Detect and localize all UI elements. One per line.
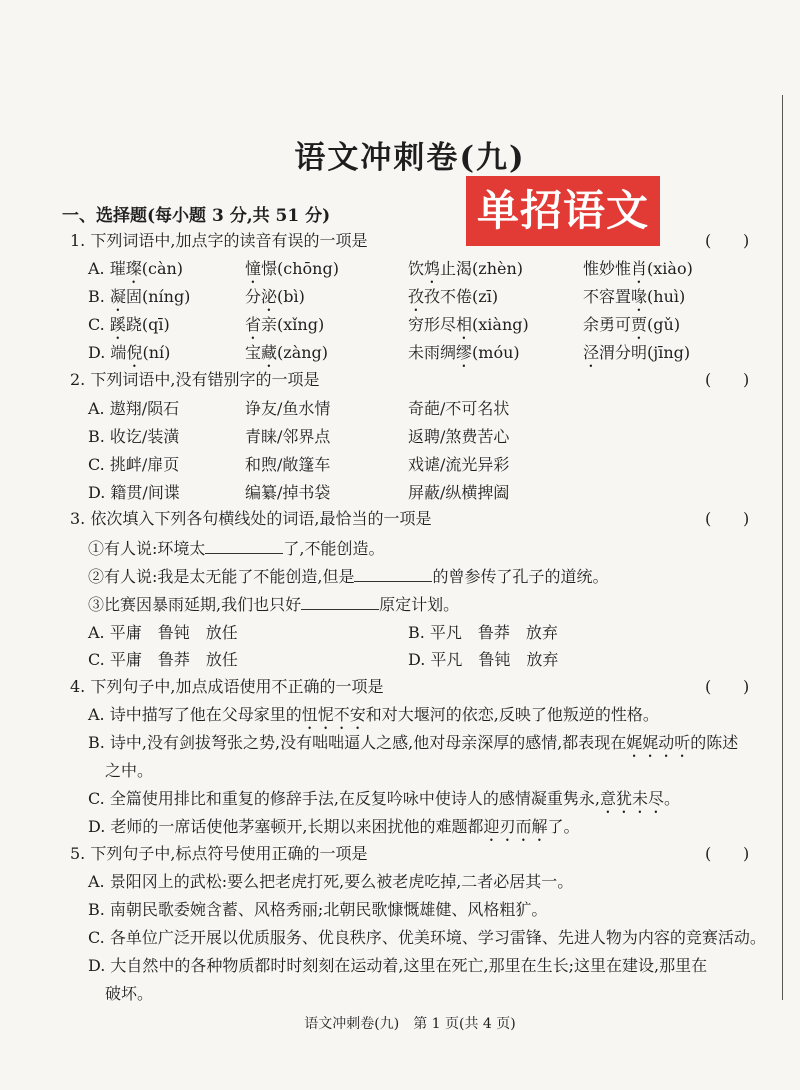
option-item [583, 287, 685, 315]
emphasized-char: 贾 [631, 315, 648, 334]
sentence-s1 [88, 539, 385, 559]
question-2-stem: 2. 下列词语中,没有错别字的一项是 [70, 370, 320, 389]
option-item [583, 343, 690, 371]
text: 。 [664, 789, 681, 808]
option-d: D. 大自然中的各种物质都时时刻刻在运动着,这里在死亡,那里在生长;这里在建设,那里在 [88, 956, 708, 975]
option-item [88, 343, 170, 371]
option-item [88, 259, 183, 287]
text: ②有人说:我是太无能了不能创造,但是 [88, 567, 355, 586]
emphasized-text: 迎刃而解 [483, 817, 548, 836]
pinyin: (xiào) [647, 259, 693, 278]
emphasized-char: 藏 [261, 343, 278, 362]
pinyin: (càn) [141, 259, 184, 278]
pinyin: (jīng) [647, 343, 691, 362]
answer-paren-open: ( [705, 231, 712, 250]
option-item: 编纂/掉书袋 [245, 483, 331, 502]
emphasized-char: 缪 [456, 343, 473, 362]
option-item: 诤友/鱼水情 [245, 399, 331, 418]
option-d: D. 平凡 鲁钝 放弃 [408, 650, 559, 669]
emphasized-char: 省 [245, 315, 262, 334]
text: 渭分明 [599, 343, 648, 362]
answer-paren-close: ) [743, 509, 750, 528]
option-item [408, 287, 498, 315]
text: D. 端 [88, 343, 127, 362]
text: A. 诗中描写了他在父母家里的 [88, 705, 302, 724]
answer-paren-close: ) [743, 231, 750, 250]
emphasized-char: 孜 [408, 287, 425, 306]
text: 亲 [261, 315, 278, 334]
option-a [88, 705, 659, 733]
option-b [88, 733, 738, 761]
margin-line [782, 95, 783, 1000]
emphasized-char: 凝 [109, 287, 126, 306]
emphasized-char: 泌 [261, 287, 278, 306]
fill-blank [301, 595, 379, 610]
option-item: D. 籍贯/间谍 [88, 483, 180, 502]
page-title: 语文冲刺卷(九) [294, 140, 526, 176]
option-a: A. 平庸 鲁钝 放任 [88, 623, 238, 642]
emphasized-char: 憧 [245, 259, 262, 278]
option-item [408, 343, 520, 371]
question-1-stem: 1. 下列词语中,加点字的读音有误的一项是 [70, 231, 368, 250]
option-c: C. 各单位广泛开展以优质服务、优良秩序、优美环境、学习雷锋、先进人物为内容的竞赛活动。 [88, 928, 766, 947]
pinyin: (ní) [142, 343, 171, 362]
answer-paren-close: ) [743, 677, 750, 696]
emphasized-char: 泾 [583, 343, 600, 362]
option-item: 返聘/煞费苦心 [408, 427, 510, 446]
fill-blank [205, 539, 283, 554]
question-3-stem: 3. 依次填入下列各句横线处的词语,最恰当的一项是 [70, 509, 432, 528]
pinyin: (xǐng) [277, 315, 325, 334]
text: ①有人说:环境太 [88, 539, 206, 558]
pinyin: (gǔ) [647, 315, 681, 334]
emphasized-char: 喙 [631, 287, 648, 306]
pinyin: (níng) [141, 287, 191, 306]
text: B. 诗中,没有剑拔弩张之势,没有咄咄逼人之感,他对母亲深厚的感情,都表现在 [88, 733, 627, 752]
text: B. [88, 287, 110, 306]
option-item: 戏谑/流光异彩 [408, 455, 510, 474]
option-item [245, 315, 324, 343]
watermark-logo: 单招语文 [466, 176, 660, 246]
text: 未雨绸 [408, 343, 457, 362]
text: 的陈述 [690, 733, 739, 752]
text: 了。 [547, 817, 580, 836]
pinyin: (huì) [647, 287, 686, 306]
option-b: B. 平凡 鲁莽 放弃 [408, 623, 558, 642]
option-item [583, 315, 680, 343]
option-item [88, 315, 170, 343]
text: 不容置 [583, 287, 632, 306]
text: 和对大堰河的依恋,反映了他叛逆的性格。 [365, 705, 659, 724]
answer-paren-open: ( [705, 370, 712, 389]
text: ③比赛因暴雨延期,我们也只好 [88, 595, 302, 614]
emphasized-char: 肖 [631, 259, 648, 278]
emphasized-text: 意犹未尽 [600, 789, 665, 808]
pinyin: (móu) [472, 343, 520, 362]
text: 余勇可 [583, 315, 632, 334]
emphasized-char: 倪 [126, 343, 143, 362]
text: 原定计划。 [379, 595, 460, 614]
text: 止渴 [440, 259, 473, 278]
sentence-s2 [88, 567, 609, 587]
pinyin: (zàng) [277, 343, 329, 362]
section-heading: 一、选择题(每小题 3 分,共 51 分) [62, 206, 331, 226]
pinyin: (bì) [277, 287, 305, 306]
pinyin: (qī) [141, 315, 170, 334]
option-item [245, 287, 305, 315]
text: C. 全篇使用排比和重复的修辞手法,在反复吟咏中使诗人的感情凝重隽永, [88, 789, 601, 808]
option-item: B. 收讫/装潢 [88, 427, 180, 446]
text: 的曾参传了孔子的道统。 [432, 567, 609, 586]
sentence-s3 [88, 595, 459, 615]
emphasized-text: 忸怩不安 [301, 705, 366, 724]
text: 憬 [261, 259, 278, 278]
option-c [88, 789, 680, 817]
text: A. 璀 [88, 259, 126, 278]
page-footer: 语文冲刺卷(九) 第 1 页(共 4 页) [304, 1016, 516, 1032]
fill-blank [354, 567, 432, 582]
answer-paren-close: ) [743, 844, 750, 863]
option-item: 青睐/邻界点 [245, 427, 331, 446]
emphasized-char: 鸩 [424, 259, 441, 278]
text: 宝 [245, 343, 262, 362]
text: D. 老师的一席话使他茅塞顿开,长期以来困扰他的难题都 [88, 817, 484, 836]
option-item [583, 259, 693, 287]
option-item [408, 315, 529, 343]
option-c: C. 平庸 鲁莽 放任 [88, 650, 238, 669]
text: C. [88, 315, 110, 334]
question-5-stem: 5. 下列句子中,标点符号使用正确的一项是 [70, 844, 368, 863]
pinyin: (zī) [472, 287, 499, 306]
answer-paren-open: ( [705, 509, 712, 528]
text: 孜不倦 [424, 287, 473, 306]
option-item: 奇葩/不可名状 [408, 399, 510, 418]
option-item: A. 遨翔/陨石 [88, 399, 180, 418]
option-item [88, 287, 190, 315]
pinyin: (xiàng) [472, 315, 529, 334]
answer-paren-open: ( [705, 844, 712, 863]
option-item: 屏蔽/纵横捭阖 [408, 483, 510, 502]
text: 穷形尽 [408, 315, 457, 334]
option-a: A. 景阳冈上的武松:要么把老虎打死,要么被老虎吃掉,二者必居其一。 [88, 872, 574, 891]
text: 了,不能创造。 [283, 539, 385, 558]
answer-paren-close: ) [743, 370, 750, 389]
pinyin: (chōng) [277, 259, 339, 278]
pinyin: (zhèn) [472, 259, 524, 278]
option-item: 和煦/敞篷车 [245, 455, 331, 474]
option-item [408, 259, 523, 287]
emphasized-char: 璨 [125, 259, 142, 278]
text: 饮 [408, 259, 425, 278]
option-d-continued: 破坏。 [105, 984, 154, 1003]
text: 固 [125, 287, 142, 306]
answer-paren-open: ( [705, 677, 712, 696]
option-b: B. 南朝民歌委婉含蓄、风格秀丽;北朝民歌慷慨雄健、风格粗犷。 [88, 900, 548, 919]
option-d [88, 817, 580, 845]
question-4-stem: 4. 下列句子中,加点成语使用不正确的一项是 [70, 677, 384, 696]
emphasized-char: 蹊 [109, 315, 126, 334]
text: 跷 [125, 315, 142, 334]
text: 惟妙惟 [583, 259, 632, 278]
option-item: C. 挑衅/扉页 [88, 455, 180, 474]
emphasized-text: 娓娓动听 [626, 733, 691, 752]
emphasized-char: 相 [456, 315, 473, 334]
option-item [245, 343, 328, 371]
option-item [245, 259, 339, 287]
text: 分 [245, 287, 262, 306]
option-b-continued: 之中。 [105, 761, 154, 780]
